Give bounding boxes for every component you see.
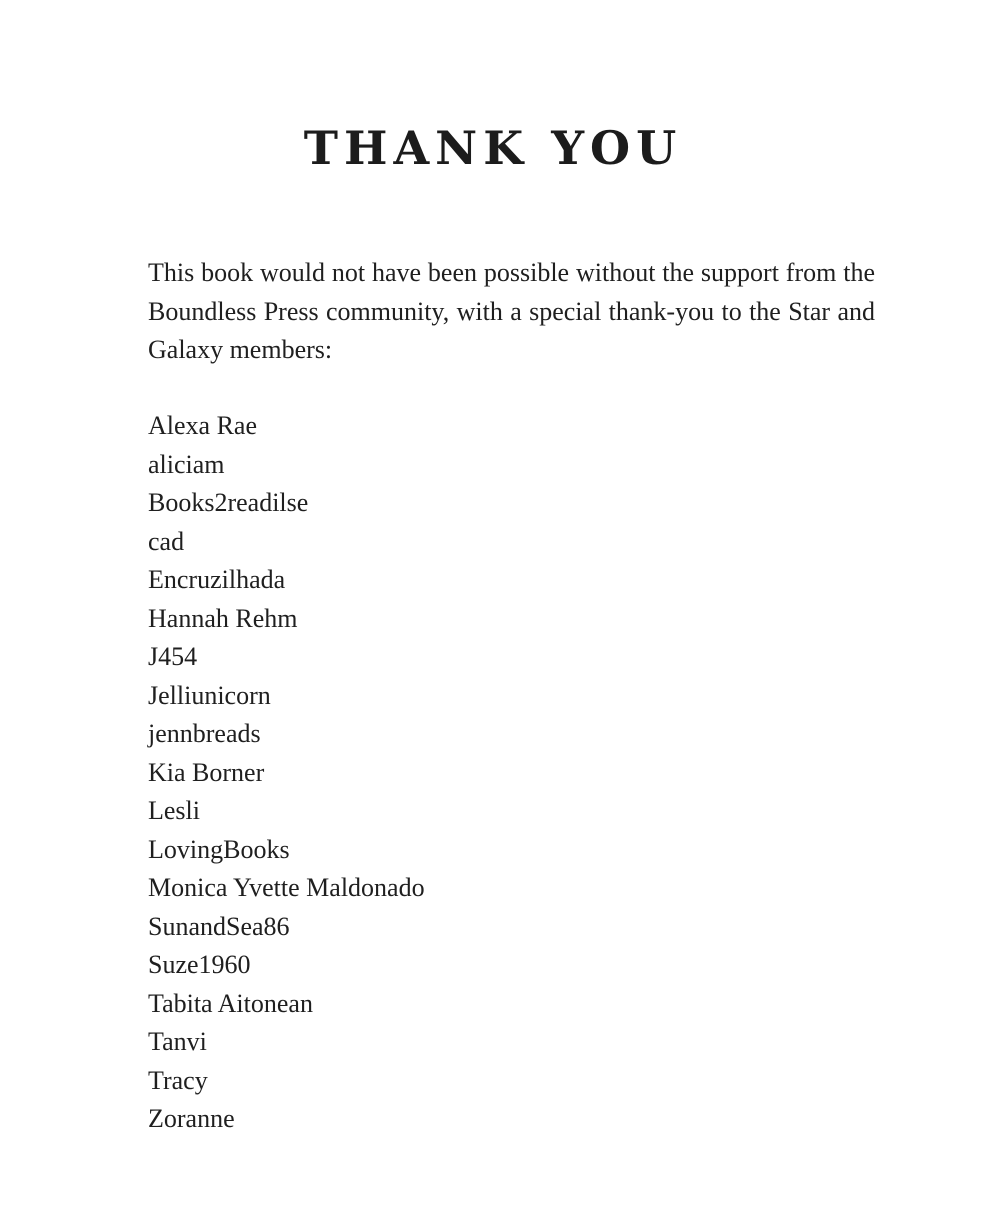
member-name: Books2readilse [148,488,309,517]
member-name: Tabita Aitonean [148,988,313,1018]
member-name: Jelliunicorn [148,680,271,710]
member-name: Zoranne [148,1104,235,1133]
member-name: Hannah Rehm [148,603,298,633]
member-list [148,407,425,1139]
member-name: jennbreads [148,719,261,748]
member-name: Monica Yvette Maldonado [148,873,425,902]
intro-paragraph: This book would not have been possible without the support from the Boundless Press community, with a special thank-you to the Star and Galaxy members: [148,258,875,364]
member-name: Kia Borner [148,757,265,787]
member-name: Alexa Rae [148,411,258,440]
page-title: THANK YOU [303,121,683,175]
member-name: Encruzilhada [148,565,286,594]
member-name: LovingBooks [148,834,290,864]
member-name: aliciam [148,449,225,479]
member-name: Suze1960 [148,950,251,979]
member-name: Tanvi [148,1027,207,1056]
member-name: Lesli [148,796,200,825]
member-name: SunandSea86 [148,911,290,941]
member-name: cad [148,526,185,556]
member-name: Tracy [148,1065,208,1095]
member-name: J454 [148,642,198,671]
